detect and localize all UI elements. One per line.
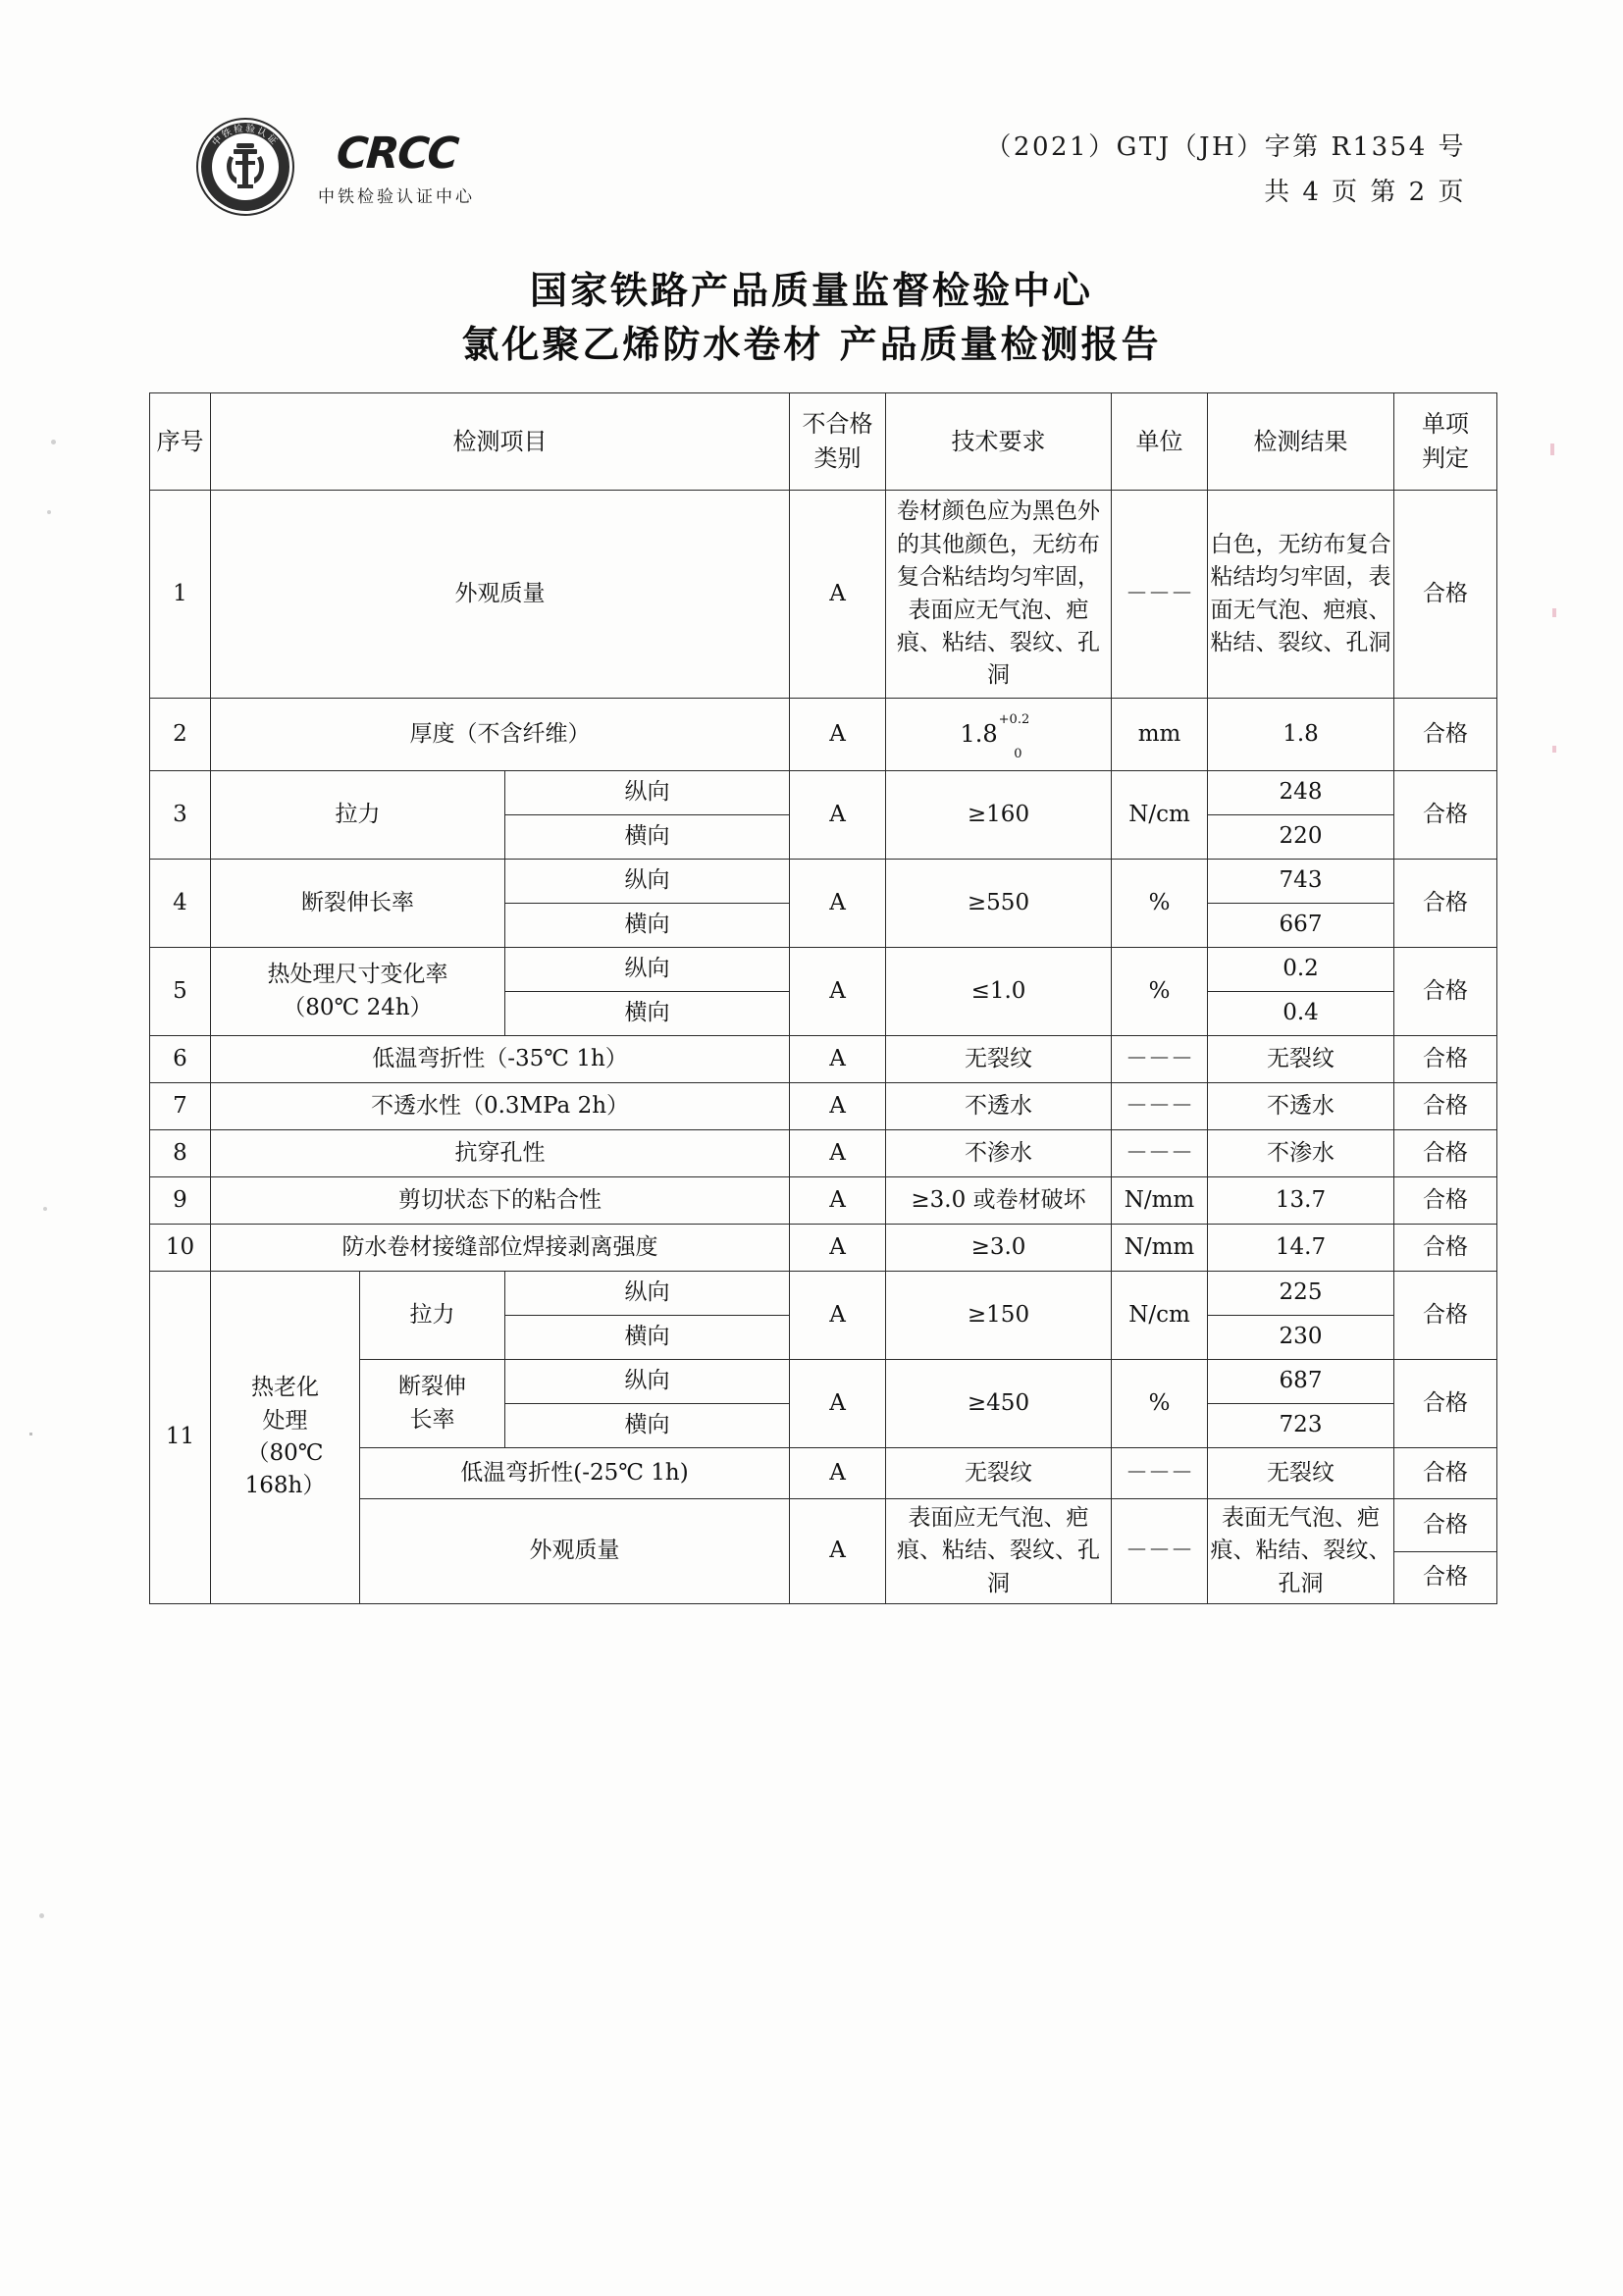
table-row bbox=[150, 1225, 1497, 1272]
table-row bbox=[150, 491, 1497, 699]
table-row bbox=[150, 699, 1497, 771]
row11d-unit: －－－ bbox=[1112, 1499, 1208, 1604]
row1-requirement: 卷材颜色应为黑色外的其他颜色，无纺布复合粘结均匀牢固，表面应无气泡、疤痕、粘结、裂纹、孔洞 bbox=[886, 491, 1112, 699]
row2-no: 2 bbox=[150, 699, 211, 771]
row6-no: 6 bbox=[150, 1036, 211, 1083]
row2-requirement bbox=[886, 699, 1112, 771]
row2-req-sup: +0.2 bbox=[998, 711, 1030, 727]
row10-item: 防水卷材接缝部位焊接剥离强度 bbox=[211, 1225, 790, 1272]
row9-result: 13.7 bbox=[1208, 1177, 1394, 1225]
row11-group-line1: 热老化 bbox=[251, 1375, 319, 1401]
row11d-result: 表面无气泡、疤痕、粘结、裂纹、孔洞 bbox=[1208, 1499, 1394, 1604]
row11b-item-line1: 断裂伸 bbox=[398, 1374, 466, 1400]
scan-speck bbox=[51, 440, 56, 444]
col-header-unit: 单位 bbox=[1112, 393, 1208, 491]
row4-requirement: ≥550 bbox=[886, 860, 1112, 948]
row2-category: A bbox=[790, 699, 886, 771]
col-header-category bbox=[790, 393, 886, 491]
row4-unit: % bbox=[1112, 860, 1208, 948]
row5-result-1: 0.2 bbox=[1208, 948, 1394, 992]
row11b-result-1: 687 bbox=[1208, 1360, 1394, 1404]
crcc-wordmark-text: CRCC bbox=[334, 129, 459, 179]
row4-judgement: 合格 bbox=[1394, 860, 1497, 948]
col-header-item: 检测项目 bbox=[211, 393, 790, 491]
row11c-unit: －－－ bbox=[1112, 1448, 1208, 1499]
row2-req-base: 1.8 bbox=[960, 719, 998, 748]
scan-speck bbox=[39, 1913, 44, 1918]
row11b-item bbox=[360, 1360, 505, 1448]
table-row bbox=[150, 1272, 1497, 1316]
page-indicator: 共 4 页 第 2 页 bbox=[1264, 177, 1466, 207]
row5-result-2: 0.4 bbox=[1208, 992, 1394, 1036]
row4-item: 断裂伸长率 bbox=[211, 860, 505, 948]
col-header-no: 序号 bbox=[150, 393, 211, 491]
col-header-judgement-line2: 判定 bbox=[1422, 444, 1469, 472]
row9-item: 剪切状态下的粘合性 bbox=[211, 1177, 790, 1225]
col-header-category-line1: 不合格 bbox=[802, 410, 873, 439]
row4-category: A bbox=[790, 860, 886, 948]
row11a-result-1: 225 bbox=[1208, 1272, 1394, 1316]
row11-group-line3: （80℃ bbox=[246, 1440, 324, 1467]
row5-item-line2: （80℃ 24h） bbox=[283, 994, 433, 1020]
row11b-category: A bbox=[790, 1360, 886, 1448]
row11a-direction-2: 横向 bbox=[505, 1316, 790, 1360]
row11a-category: A bbox=[790, 1272, 886, 1360]
row11-group-label bbox=[211, 1272, 360, 1604]
row6-unit: －－－ bbox=[1112, 1036, 1208, 1083]
col-header-result: 检测结果 bbox=[1208, 393, 1394, 491]
row9-unit: N/mm bbox=[1112, 1177, 1208, 1225]
row11b-item-line2: 长率 bbox=[409, 1406, 455, 1433]
row11-group-line2: 处理 bbox=[262, 1407, 308, 1434]
scan-edge-artifact bbox=[1550, 444, 1554, 455]
row11b-direction-1: 纵向 bbox=[505, 1360, 790, 1404]
row1-judgement: 合格 bbox=[1394, 491, 1497, 699]
row1-item: 外观质量 bbox=[211, 491, 790, 699]
row3-unit: N/cm bbox=[1112, 771, 1208, 860]
row7-unit: －－－ bbox=[1112, 1083, 1208, 1130]
row7-item: 不透水性（0.3MPa 2h） bbox=[211, 1083, 790, 1130]
table-row bbox=[150, 1130, 1497, 1177]
row5-item bbox=[211, 948, 505, 1036]
row7-category: A bbox=[790, 1083, 886, 1130]
row5-direction-2: 横向 bbox=[505, 992, 790, 1036]
row5-item-line1: 热处理尺寸变化率 bbox=[267, 962, 448, 988]
scan-edge-artifact bbox=[29, 1433, 32, 1435]
row1-result: 白色，无纺布复合粘结均匀牢固，表面无气泡、疤痕、粘结、裂纹、孔洞 bbox=[1208, 491, 1394, 699]
row6-item: 低温弯折性（-35℃ 1h） bbox=[211, 1036, 790, 1083]
row5-judgement: 合格 bbox=[1394, 948, 1497, 1036]
row11-group-line4: 168h） bbox=[244, 1473, 326, 1499]
table-row bbox=[150, 860, 1497, 904]
row4-direction-2: 横向 bbox=[505, 904, 790, 948]
row11a-result-2: 230 bbox=[1208, 1316, 1394, 1360]
row8-unit: －－－ bbox=[1112, 1130, 1208, 1177]
row8-no: 8 bbox=[150, 1130, 211, 1177]
row10-requirement: ≥3.0 bbox=[886, 1225, 1112, 1272]
row11a-item: 拉力 bbox=[360, 1272, 505, 1360]
row11b-unit: % bbox=[1112, 1360, 1208, 1448]
row11b-judgement: 合格 bbox=[1394, 1360, 1497, 1448]
row11d-item: 外观质量 bbox=[360, 1499, 790, 1604]
row4-result-2: 667 bbox=[1208, 904, 1394, 948]
row4-no: 4 bbox=[150, 860, 211, 948]
row3-no: 3 bbox=[150, 771, 211, 860]
table-row bbox=[150, 1083, 1497, 1130]
row5-requirement: ≤1.0 bbox=[886, 948, 1112, 1036]
scan-speck bbox=[47, 510, 51, 514]
col-header-requirement: 技术要求 bbox=[886, 393, 1112, 491]
page-title-report: 氯化聚乙烯防水卷材 产品质量检测报告 bbox=[461, 322, 1162, 367]
row3-result-2: 220 bbox=[1208, 815, 1394, 860]
row10-judgement: 合格 bbox=[1394, 1225, 1497, 1272]
row1-unit: －－－ bbox=[1112, 491, 1208, 699]
row5-category: A bbox=[790, 948, 886, 1036]
col-header-category-line2: 类别 bbox=[813, 444, 862, 472]
row11a-judgement: 合格 bbox=[1394, 1272, 1497, 1360]
row6-judgement: 合格 bbox=[1394, 1036, 1497, 1083]
row6-result: 无裂纹 bbox=[1208, 1036, 1394, 1083]
row1-no: 1 bbox=[150, 491, 211, 699]
row9-requirement: ≥3.0 或卷材破坏 bbox=[886, 1177, 1112, 1225]
crcc-wordmark-subtitle: 中铁检验认证中心 bbox=[318, 187, 475, 207]
row2-item: 厚度（不含纤维） bbox=[211, 699, 790, 771]
scan-speck bbox=[43, 1207, 47, 1211]
row11b-result-2: 723 bbox=[1208, 1404, 1394, 1448]
row9-category: A bbox=[790, 1177, 886, 1225]
svg-text:中铁检验认证: 中铁检验认证 bbox=[210, 123, 281, 149]
crcc-wordmark bbox=[318, 127, 475, 207]
scan-edge-artifact bbox=[1552, 746, 1556, 753]
col-header-judgement-line1: 单项 bbox=[1422, 410, 1469, 439]
crcc-seal-icon bbox=[194, 116, 296, 218]
table-row bbox=[150, 1177, 1497, 1225]
document-header bbox=[0, 116, 1623, 234]
document-titles bbox=[0, 263, 1623, 371]
row11c-result: 无裂纹 bbox=[1208, 1448, 1394, 1499]
row8-requirement: 不渗水 bbox=[886, 1130, 1112, 1177]
row11a-unit: N/cm bbox=[1112, 1272, 1208, 1360]
col-header-judgement bbox=[1394, 393, 1497, 491]
row3-result-1: 248 bbox=[1208, 771, 1394, 815]
table-row bbox=[150, 771, 1497, 815]
row1-category: A bbox=[790, 491, 886, 699]
crcc-logo-block bbox=[194, 116, 475, 218]
table-row bbox=[150, 1036, 1497, 1083]
row11c-category: A bbox=[790, 1448, 886, 1499]
row10-result: 14.7 bbox=[1208, 1225, 1394, 1272]
document-number: （2021）GTJ（JH）字第 R1354 号 bbox=[985, 132, 1466, 162]
row10-category: A bbox=[790, 1225, 886, 1272]
row6-requirement: 无裂纹 bbox=[886, 1036, 1112, 1083]
row11c-item: 低温弯折性(-25℃ 1h) bbox=[360, 1448, 790, 1499]
row3-judgement: 合格 bbox=[1394, 771, 1497, 860]
row3-direction-1: 纵向 bbox=[505, 771, 790, 815]
row2-unit: mm bbox=[1112, 699, 1208, 771]
row5-unit: % bbox=[1112, 948, 1208, 1036]
row2-result: 1.8 bbox=[1208, 699, 1394, 771]
row11a-requirement: ≥150 bbox=[886, 1272, 1112, 1360]
row7-no: 7 bbox=[150, 1083, 211, 1130]
row8-judgement: 合格 bbox=[1394, 1130, 1497, 1177]
row11-no: 11 bbox=[150, 1272, 211, 1604]
document-reference bbox=[985, 126, 1466, 215]
row5-no: 5 bbox=[150, 948, 211, 1036]
row9-no: 9 bbox=[150, 1177, 211, 1225]
row11d-judgement-2: 合格 bbox=[1394, 1551, 1497, 1604]
row3-requirement: ≥160 bbox=[886, 771, 1112, 860]
row11c-judgement: 合格 bbox=[1394, 1448, 1497, 1499]
row3-item: 拉力 bbox=[211, 771, 505, 860]
row5-direction-1: 纵向 bbox=[505, 948, 790, 992]
row10-unit: N/mm bbox=[1112, 1225, 1208, 1272]
row4-result-1: 743 bbox=[1208, 860, 1394, 904]
row10-no: 10 bbox=[150, 1225, 211, 1272]
table-header-row bbox=[150, 393, 1497, 491]
row6-category: A bbox=[790, 1036, 886, 1083]
row11b-requirement: ≥450 bbox=[886, 1360, 1112, 1448]
row4-direction-1: 纵向 bbox=[505, 860, 790, 904]
row8-category: A bbox=[790, 1130, 886, 1177]
row7-requirement: 不透水 bbox=[886, 1083, 1112, 1130]
row7-judgement: 合格 bbox=[1394, 1083, 1497, 1130]
row11b-direction-2: 横向 bbox=[505, 1404, 790, 1448]
row7-result: 不透水 bbox=[1208, 1083, 1394, 1130]
inspection-results-table bbox=[149, 392, 1497, 1604]
row2-requirement-tolerance bbox=[960, 711, 1036, 761]
row3-direction-2: 横向 bbox=[505, 815, 790, 860]
row11a-direction-1: 纵向 bbox=[505, 1272, 790, 1316]
page-title-organization: 国家铁路产品质量监督检验中心 bbox=[529, 268, 1093, 312]
row9-judgement: 合格 bbox=[1394, 1177, 1497, 1225]
results-table-container bbox=[149, 392, 1474, 1604]
row11d-judgement-1: 合格 bbox=[1394, 1499, 1497, 1552]
row8-item: 抗穿孔性 bbox=[211, 1130, 790, 1177]
row11d-requirement: 表面应无气泡、疤痕、粘结、裂纹、孔洞 bbox=[886, 1499, 1112, 1604]
row2-req-sub: 0 bbox=[1014, 746, 1022, 761]
row8-result: 不渗水 bbox=[1208, 1130, 1394, 1177]
row3-category: A bbox=[790, 771, 886, 860]
table-row bbox=[150, 948, 1497, 992]
row11d-category: A bbox=[790, 1499, 886, 1604]
row2-judgement: 合格 bbox=[1394, 699, 1497, 771]
row11c-requirement: 无裂纹 bbox=[886, 1448, 1112, 1499]
scan-edge-artifact bbox=[1552, 608, 1556, 617]
